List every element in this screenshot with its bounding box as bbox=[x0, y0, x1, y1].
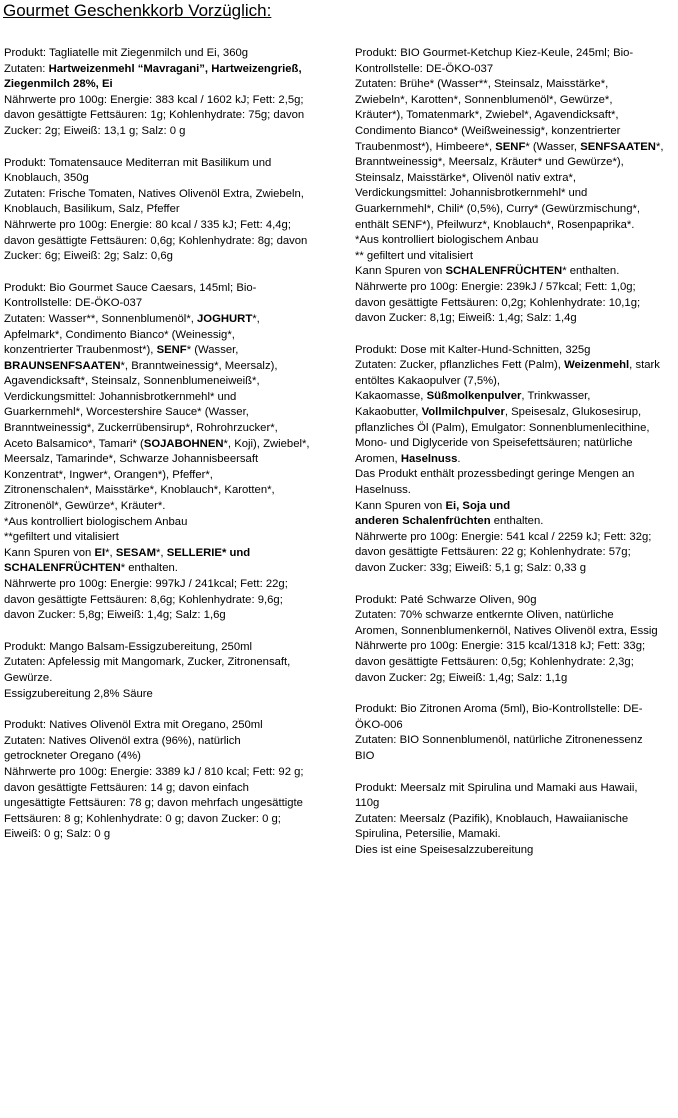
text-segment: Produkt: Dose mit Kalter-Hund-Schnitten, 325g bbox=[355, 343, 591, 356]
allergen-text: anderen Schalenfrüchten bbox=[355, 515, 491, 528]
left-column bbox=[4, 46, 336, 859]
product-block bbox=[4, 281, 336, 624]
text-segment: , Trinkwasser, bbox=[521, 390, 591, 403]
text-segment: *, bbox=[156, 546, 167, 559]
product-text-line bbox=[355, 264, 673, 280]
text-segment: Spirulina, Petersilie, Mamaki. bbox=[355, 828, 501, 841]
product-text-line bbox=[4, 312, 336, 328]
text-segment: Zucker: 6g; Eiweiß: 2g; Salz: 0,6g bbox=[4, 250, 173, 263]
text-segment: davon gesättigte Fettsäuren: 0,6g; Kohlenhydrate: 8g; davon bbox=[4, 234, 308, 247]
product-text-line bbox=[4, 359, 336, 375]
text-segment: ** gefiltert und vitalisiert bbox=[355, 249, 474, 262]
text-segment: davon gesättigte Fettsäuren: 0,5g; Kohlenhydrate: 2,3g; bbox=[355, 655, 634, 668]
text-segment: Produkt: Meersalz mit Spirulina und Mamaki aus Hawaii, bbox=[355, 781, 638, 794]
product-text-line bbox=[4, 718, 336, 734]
text-segment: Haselnuss. bbox=[355, 484, 411, 497]
text-segment: Zitronenöl*, Gewürze*, Kräuter*. bbox=[4, 500, 166, 513]
text-segment: Nährwerte pro 100g: Energie: 80 kcal / 335 kJ; Fett: 4,4g; bbox=[4, 218, 291, 231]
text-segment: Kakaobutter, bbox=[355, 406, 422, 419]
product-text-line bbox=[4, 796, 336, 812]
text-segment: davon gesättigte Fettsäuren: 14 g; davon einfach bbox=[4, 781, 249, 794]
text-segment: Kann Spuren von bbox=[355, 265, 446, 278]
product-text-line bbox=[355, 343, 673, 359]
text-segment: . bbox=[457, 452, 461, 465]
text-segment: Kontrollstelle: DE-ÖKO-037 bbox=[355, 62, 494, 75]
text-segment: Produkt: Bio Gourmet Sauce Caesars, 145ml; Bio- bbox=[4, 281, 257, 294]
product-text-line bbox=[4, 328, 336, 344]
text-segment: Aceto Balsamico*, Tamari* ( bbox=[4, 437, 144, 450]
text-segment: Gewürze. bbox=[4, 671, 53, 684]
product-text-line bbox=[355, 812, 673, 828]
text-segment: Branntweinessig*, Zuckerrübensirup*, Rohrohrzucker*, bbox=[4, 422, 278, 435]
text-segment: Steinsalz, Maisstärke*, Olivenöl nativ extra*, bbox=[355, 171, 577, 184]
product-text-line bbox=[4, 374, 336, 390]
product-block bbox=[4, 718, 336, 843]
text-segment: enthalten. bbox=[490, 515, 544, 528]
product-text-line bbox=[355, 733, 673, 749]
text-segment: Kakaomasse, bbox=[355, 390, 427, 403]
product-text-line bbox=[355, 452, 673, 468]
text-segment: davon Zucker: 2g; Eiweiß: 1,4g; Salz: 1,1g bbox=[355, 671, 568, 684]
text-segment: Produkt: Tomatensauce Mediterran mit Basilikum und bbox=[4, 156, 272, 169]
product-text-line bbox=[355, 608, 673, 624]
text-segment: Guarkernmehl*, Worcestershire Sauce* (Wasser, bbox=[4, 406, 249, 419]
product-text-line bbox=[355, 155, 673, 171]
product-text-line bbox=[4, 515, 336, 531]
allergen-text: Ziegenmilch 28%, Ei bbox=[4, 78, 113, 91]
product-text-line bbox=[355, 389, 673, 405]
text-segment: * enthalten. bbox=[562, 265, 620, 278]
text-segment: Zutaten: Meersalz (Pazifik), Knoblauch, Hawaiianische bbox=[355, 812, 629, 825]
text-segment: Zutaten: Frische Tomaten, Natives Olivenöl Extra, Zwiebeln, bbox=[4, 187, 304, 200]
product-text-line bbox=[355, 749, 673, 765]
product-text-line bbox=[4, 187, 336, 203]
product-text-line bbox=[355, 655, 673, 671]
product-text-line bbox=[355, 93, 673, 109]
text-segment: Zutaten: Brühe* (Wasser**, Steinsalz, Maisstärke*, bbox=[355, 78, 609, 91]
text-segment: Kann Spuren von bbox=[4, 546, 95, 559]
product-text-line bbox=[4, 124, 336, 140]
product-block bbox=[4, 46, 336, 140]
product-text-line bbox=[355, 140, 673, 156]
product-text-line bbox=[355, 202, 673, 218]
product-text-line bbox=[4, 640, 336, 656]
product-text-line bbox=[355, 358, 673, 374]
product-text-line bbox=[4, 249, 336, 265]
product-text-line bbox=[355, 186, 673, 202]
text-segment: 110g bbox=[355, 797, 380, 810]
text-segment: getrockneter Oregano (4%) bbox=[4, 750, 141, 763]
allergen-text: Haselnuss bbox=[400, 452, 458, 465]
text-segment: Zutaten: Wasser**, Sonnenblumenöl*, bbox=[4, 312, 197, 325]
text-segment: Kann Spuren von bbox=[355, 499, 446, 512]
text-segment: Knoblauch, Basilikum, Salz, Pfeffer bbox=[4, 203, 180, 216]
product-text-line bbox=[4, 281, 336, 297]
product-text-line bbox=[355, 545, 673, 561]
product-text-line bbox=[4, 781, 336, 797]
product-text-line bbox=[355, 467, 673, 483]
product-text-line bbox=[4, 483, 336, 499]
allergen-text: Ei, Soja und bbox=[445, 499, 511, 512]
text-segment: konzentrierter Traubenmost*), bbox=[4, 344, 157, 357]
text-segment: davon Zucker: 33g; Eiweiß: 5,1 g; Salz: 0,33 g bbox=[355, 562, 587, 574]
allergen-text: SESAM bbox=[115, 546, 157, 559]
product-text-line bbox=[4, 171, 336, 187]
text-segment: Nährwerte pro 100g: Energie: 239kJ / 57kcal; Fett: 1,0g; bbox=[355, 280, 636, 293]
text-segment: Condimento Bianco* (Weißweinessig*, konzentrierter bbox=[355, 124, 621, 137]
text-segment: BIO bbox=[355, 749, 375, 762]
allergen-text: BRAUNSENFSAATEN bbox=[4, 359, 121, 372]
product-block bbox=[355, 343, 673, 577]
text-segment: Zutaten: BIO Sonnenblumenöl, natürliche Zitronenessenz bbox=[355, 734, 643, 747]
product-text-line bbox=[355, 702, 673, 718]
text-segment: ÖKO-006 bbox=[355, 718, 403, 731]
product-text-line bbox=[355, 796, 673, 812]
product-block bbox=[4, 156, 336, 265]
text-segment: Produkt: BIO Gourmet-Ketchup Kiez-Keule, 245ml; Bio- bbox=[355, 47, 634, 59]
product-text-line bbox=[355, 249, 673, 265]
product-text-line bbox=[4, 765, 336, 781]
product-block bbox=[355, 702, 673, 764]
allergen-text: SENFSAATEN bbox=[580, 140, 656, 153]
product-text-line bbox=[4, 655, 336, 671]
product-text-line bbox=[4, 561, 336, 577]
text-segment: pflanzliches Öl (Palm), Emulgator: Sonnenblumenlecithine, bbox=[355, 421, 650, 434]
allergen-text: Süßmolkenpulver bbox=[426, 390, 522, 403]
text-segment: *, bbox=[105, 546, 116, 559]
text-segment: *, Branntweinessig*, Meersalz), bbox=[120, 359, 278, 372]
allergen-text: SENF bbox=[495, 140, 526, 153]
page-title: Gourmet Geschenkkorb Vorzüglich: bbox=[3, 1, 272, 20]
product-text-line bbox=[4, 62, 336, 78]
text-segment: Mono- und Diglyceride von Speisefettsäuren; natürliche bbox=[355, 437, 633, 450]
product-text-line bbox=[4, 530, 336, 546]
product-text-line bbox=[4, 608, 336, 624]
text-segment: Dies ist eine Speisesalzzubereitung bbox=[355, 843, 534, 856]
product-text-line bbox=[355, 296, 673, 312]
text-segment: Traubenmost*), Himbeere*, bbox=[355, 140, 496, 153]
text-segment: Das Produkt enthält prozessbedingt geringe Mengen an bbox=[355, 468, 635, 481]
text-segment: Meersalz, Tamarinde*, Schwarze Johannisbeersaft bbox=[4, 453, 259, 466]
product-text-line bbox=[355, 827, 673, 843]
text-segment: Branntweinessig*, Meersalz, Kräuter* und Gewürze*), bbox=[355, 156, 624, 169]
allergen-text: Hartweizenmehl “Mavragani”, Hartweizengrieß, bbox=[48, 62, 302, 75]
product-text-line bbox=[355, 514, 673, 530]
text-segment: Essigzubereitung 2,8% Säure bbox=[4, 687, 153, 700]
product-text-line bbox=[355, 483, 673, 499]
allergen-text: SCHALENFRÜCHTEN bbox=[4, 562, 121, 575]
text-segment: Kräuter*), Tomatenmark*, Zwiebel*, Agavendicksaft*, bbox=[355, 109, 619, 122]
text-segment: Eiweiß: 0 g; Salz: 0 g bbox=[4, 828, 111, 841]
text-segment: Nährwerte pro 100g: Energie: 3389 kJ / 810 kcal; Fett: 92 g; bbox=[4, 765, 304, 778]
product-text-line bbox=[4, 218, 336, 234]
text-segment: Zwiebeln*, Karotten*, Sonnenblumenöl*, Gewürze*, bbox=[355, 93, 613, 106]
product-text-line bbox=[4, 93, 336, 109]
product-text-line bbox=[355, 530, 673, 546]
text-segment: davon gesättigte Fettsäuren: 8,6g; Kohlenhydrate: 9,6g; bbox=[4, 593, 283, 606]
allergen-text: SELLERIE bbox=[166, 546, 222, 559]
text-segment: *, bbox=[655, 140, 664, 153]
product-text-line bbox=[4, 296, 336, 312]
text-segment: Nährwerte pro 100g: Energie: 541 kcal / 2259 kJ; Fett: 32g; bbox=[355, 530, 652, 543]
product-text-line bbox=[4, 734, 336, 750]
product-text-line bbox=[4, 405, 336, 421]
product-text-line bbox=[4, 546, 336, 562]
product-text-line bbox=[4, 452, 336, 468]
product-text-line bbox=[4, 390, 336, 406]
text-segment: davon gesättigte Fettsäuren: 0,2g; Kohlenhydrate: 10,1g; bbox=[355, 296, 641, 309]
text-segment: Zitronenschalen*, Maisstärke*, Knoblauch*, Karotten*, bbox=[4, 484, 275, 497]
product-text-line bbox=[4, 687, 336, 703]
product-text-line bbox=[355, 624, 673, 640]
text-segment: entöltes Kakaopulver (7,5%), bbox=[355, 374, 501, 387]
product-text-line bbox=[355, 218, 673, 234]
product-text-line bbox=[355, 108, 673, 124]
product-text-line bbox=[4, 577, 336, 593]
product-text-line bbox=[355, 561, 673, 577]
product-text-line bbox=[355, 781, 673, 797]
text-segment: , stark bbox=[629, 359, 660, 372]
product-text-line bbox=[4, 499, 336, 515]
product-block bbox=[355, 781, 673, 859]
allergen-text: SOJABOHNEN bbox=[143, 437, 224, 450]
text-segment: Zutaten: Zucker, pflanzliches Fett (Palm), bbox=[355, 359, 565, 372]
product-text-line bbox=[355, 46, 673, 62]
text-segment: *, Koji), Zwiebel*, bbox=[223, 437, 310, 450]
text-segment: , Speisesalz, Glukosesirup, bbox=[504, 406, 642, 419]
text-segment: enthält SENF*), Pfeilwurz*, Knoblauch*, Rosenpaprika*. bbox=[355, 218, 635, 231]
text-segment: **gefiltert und vitalisiert bbox=[4, 531, 119, 544]
product-text-line bbox=[4, 234, 336, 250]
product-text-line bbox=[355, 843, 673, 859]
text-segment: Zutaten: bbox=[4, 62, 49, 75]
product-text-line bbox=[355, 593, 673, 609]
product-block bbox=[355, 593, 673, 687]
product-text-line bbox=[4, 156, 336, 172]
text-segment: davon Zucker: 8,1g; Eiweiß: 1,4g; Salz: 1,4g bbox=[355, 312, 577, 325]
product-text-line bbox=[355, 62, 673, 78]
text-segment: *Aus kontrolliert biologischem Anbau bbox=[4, 515, 188, 528]
text-segment: davon gesättigte Fettsäuren: 1g; Kohlenhydrate: 75g; davon bbox=[4, 109, 305, 122]
product-text-line bbox=[4, 671, 336, 687]
product-text-line bbox=[355, 499, 673, 515]
product-text-line bbox=[355, 171, 673, 187]
text-segment: Produkt: Mango Balsam-Essigzubereitung, 250ml bbox=[4, 640, 253, 653]
text-segment: Zutaten: Natives Olivenöl extra (96%), natürlich bbox=[4, 734, 241, 747]
text-segment: Nährwerte pro 100g: Energie: 383 kcal / 1602 kJ; Fett: 2,5g; bbox=[4, 93, 304, 106]
text-segment: * (Wasser, bbox=[525, 140, 581, 153]
product-block bbox=[355, 46, 673, 327]
allergen-text: Weizenmehl bbox=[564, 359, 630, 372]
product-text-line bbox=[4, 827, 336, 843]
product-text-line bbox=[355, 77, 673, 93]
product-text-line bbox=[355, 374, 673, 390]
text-segment: Konzentrat*, Ingwer*, Orangen*), Pfeffer*, bbox=[4, 468, 213, 481]
text-segment: Agavendicksaft*, Steinsalz, Sonnenblumeneiweiß*, bbox=[4, 375, 260, 388]
text-segment: Kontrollstelle: DE-ÖKO-037 bbox=[4, 297, 143, 310]
product-text-line bbox=[4, 202, 336, 218]
text-segment: Apfelmark*, Condimento Bianco* (Weinessig*, bbox=[4, 328, 235, 341]
product-text-line bbox=[355, 405, 673, 421]
text-segment: Nährwerte pro 100g: Energie: 997kJ / 241kcal; Fett: 22g; bbox=[4, 578, 288, 590]
text-segment: Verdickungsmittel: Johannisbrotkernmehl* und bbox=[355, 187, 588, 200]
text-segment: Produkt: Tagliatelle mit Ziegenmilch und Ei, 360g bbox=[4, 47, 249, 59]
text-segment: * (Wasser, bbox=[186, 344, 239, 357]
product-text-line bbox=[355, 233, 673, 249]
text-segment: Guarkernmehl*, Chili* (0,5%), Curry* (Gewürzmischung*, bbox=[355, 202, 641, 215]
allergen-text: * und bbox=[221, 546, 251, 559]
allergen-text: SENF bbox=[156, 344, 187, 357]
right-column bbox=[355, 46, 673, 875]
product-text-line bbox=[355, 436, 673, 452]
product-text-line bbox=[4, 812, 336, 828]
product-text-line bbox=[4, 343, 336, 359]
allergen-text: Vollmilchpulver bbox=[421, 406, 505, 419]
product-text-line bbox=[4, 421, 336, 437]
allergen-text: SCHALENFRÜCHTEN bbox=[445, 265, 563, 278]
text-segment: Produkt: Natives Olivenöl Extra mit Oregano, 250ml bbox=[4, 719, 263, 732]
product-text-line bbox=[4, 437, 336, 453]
allergen-text: JOGHURT bbox=[197, 312, 253, 325]
product-block bbox=[4, 640, 336, 702]
product-text-line bbox=[4, 108, 336, 124]
product-text-line bbox=[355, 421, 673, 437]
text-segment: davon Zucker: 5,8g; Eiweiß: 1,4g; Salz: 1,6g bbox=[4, 609, 226, 622]
text-segment: *Aus kontrolliert biologischem Anbau bbox=[355, 234, 539, 247]
text-segment: Zucker: 2g; Eiweiß: 13,1 g; Salz: 0 g bbox=[4, 124, 186, 137]
text-segment: * enthalten. bbox=[120, 562, 178, 575]
product-text-line bbox=[355, 124, 673, 140]
text-segment: Zutaten: Apfelessig mit Mangomark, Zucker, Zitronensaft, bbox=[4, 656, 291, 669]
product-text-line bbox=[355, 639, 673, 655]
product-text-line bbox=[4, 46, 336, 62]
product-text-line bbox=[4, 468, 336, 484]
text-segment: Aromen, bbox=[355, 452, 401, 465]
text-segment: Fettsäuren: 8 g; Kohlenhydrate: 0 g; davon Zucker: 0 g; bbox=[4, 812, 281, 825]
text-segment: Aromen, Sonnenblumenkernöl, Natives Olivenöl extra, Essig bbox=[355, 624, 658, 637]
product-text-line bbox=[4, 77, 336, 93]
product-text-line bbox=[355, 671, 673, 687]
text-segment: Nährwerte pro 100g: Energie: 315 kcal/1318 kJ; Fett: 33g; bbox=[355, 640, 646, 653]
text-segment: ungesättigte Fettsäuren: 78 g; davon mehrfach ungesättigte bbox=[4, 797, 303, 810]
allergen-text: EI bbox=[94, 546, 106, 559]
product-text-line bbox=[355, 280, 673, 296]
text-segment: *, bbox=[252, 312, 260, 325]
product-text-line bbox=[355, 718, 673, 734]
product-text-line bbox=[4, 593, 336, 609]
product-text-line bbox=[355, 311, 673, 327]
text-segment: Zutaten: 70% schwarze entkernte Oliven, natürliche bbox=[355, 609, 614, 622]
text-segment: davon gesättigte Fettsäuren: 22 g; Kohlenhydrate: 57g; bbox=[355, 546, 631, 559]
text-segment: Produkt: Bio Zitronen Aroma (5ml), Bio-Kontrollstelle: DE- bbox=[355, 703, 643, 716]
text-segment: Verdickungsmittel: Johannisbrotkernmehl* und bbox=[4, 390, 237, 403]
text-segment: Produkt: Paté Schwarze Oliven, 90g bbox=[355, 593, 537, 606]
text-segment: Knoblauch, 350g bbox=[4, 172, 89, 185]
product-text-line bbox=[4, 749, 336, 765]
